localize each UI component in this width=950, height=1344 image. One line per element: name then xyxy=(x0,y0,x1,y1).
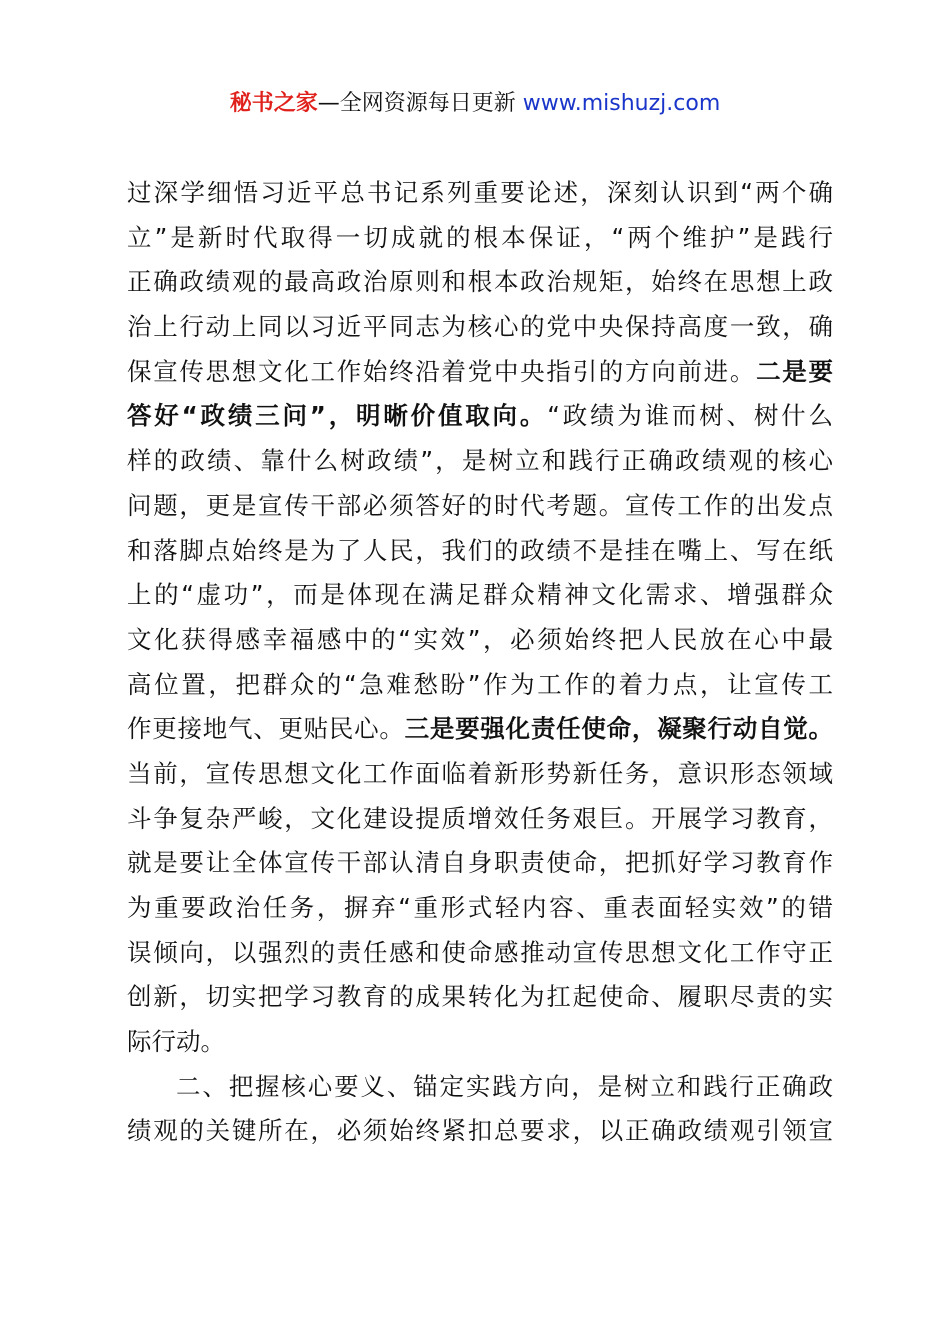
document-body xyxy=(127,171,833,1154)
bold-heading-segment: 二是要 xyxy=(756,356,834,386)
text-segment: 保宣传思想文化工作始终沿着党中央指引的方向前进。 xyxy=(127,356,757,386)
text-line: 二、把握核心要义、锚定实践方向，是树立和践行正确政 xyxy=(176,1071,833,1101)
site-brand: 秘书之家 xyxy=(229,91,318,116)
text-line xyxy=(127,350,833,395)
site-header xyxy=(0,88,950,120)
text-line: 立”是新时代取得一切成就的根本保证，“两个维护”是践行 xyxy=(127,222,833,252)
text-line: 绩观的关键所在，必须始终紧扣总要求，以正确政绩观引领宣 xyxy=(127,1116,833,1146)
text-line: 治上行动上同以习近平同志为核心的党中央保持高度一致，确 xyxy=(127,312,833,342)
text-line: 误倾向，以强烈的责任感和使命感推动宣传思想文化工作守正 xyxy=(127,937,833,967)
text-segment: “政绩为谁而树、树什么 xyxy=(547,401,833,431)
text-line: 创新，切实把学习教育的成果转化为扛起使命、履职尽责的实 xyxy=(127,982,833,1012)
text-line: 正确政绩观的最高政治原则和根本政治规矩，始终在思想上政 xyxy=(127,267,833,297)
text-line xyxy=(127,707,833,752)
text-line: 当前，宣传思想文化工作面临着新形势新任务，意识形态领域 xyxy=(127,758,833,788)
text-line: 为重要政治任务，摒弃“重形式轻内容、重表面轻实效”的错 xyxy=(127,893,833,922)
bold-heading-segment: 三是要强化责任使命，凝聚行动自觉。 xyxy=(404,714,834,744)
text-segment: 作更接地气、更贴民心。 xyxy=(127,714,405,744)
site-url-link[interactable]: www.mishuzj.com xyxy=(522,91,721,116)
text-line: 问题，更是宣传干部必须答好的时代考题。宣传工作的出发点 xyxy=(127,490,833,520)
text-line: 高位置，把群众的“急难愁盼”作为工作的着力点，让宣传工 xyxy=(127,669,833,699)
text-line: 样的政绩、靠什么树政绩”，是树立和践行正确政绩观的核心 xyxy=(127,446,833,476)
text-line: 上的“虚功”，而是体现在满足群众精神文化需求、增强群众 xyxy=(127,580,833,610)
text-line: 就是要让全体宣传干部认清自身职责使命，把抓好学习教育作 xyxy=(127,848,833,878)
text-line xyxy=(127,394,833,439)
text-line: 文化获得感幸福感中的“实效”，必须始终把人民放在心中最 xyxy=(127,624,833,654)
text-line: 际行动。 xyxy=(127,1027,225,1057)
site-tagline: —全网资源每日更新 xyxy=(317,91,523,116)
bold-heading-segment: 答好“政绩三问”，明晰价值取向。 xyxy=(127,401,548,431)
text-line: 斗争复杂严峻，文化建设提质增效任务艰巨。开展学习教育， xyxy=(127,803,833,833)
text-line: 过深学细悟习近平总书记系列重要论述，深刻认识到“两个确 xyxy=(127,178,833,207)
text-line: 和落脚点始终是为了人民，我们的政绩不是挂在嘴上、写在纸 xyxy=(127,535,833,565)
